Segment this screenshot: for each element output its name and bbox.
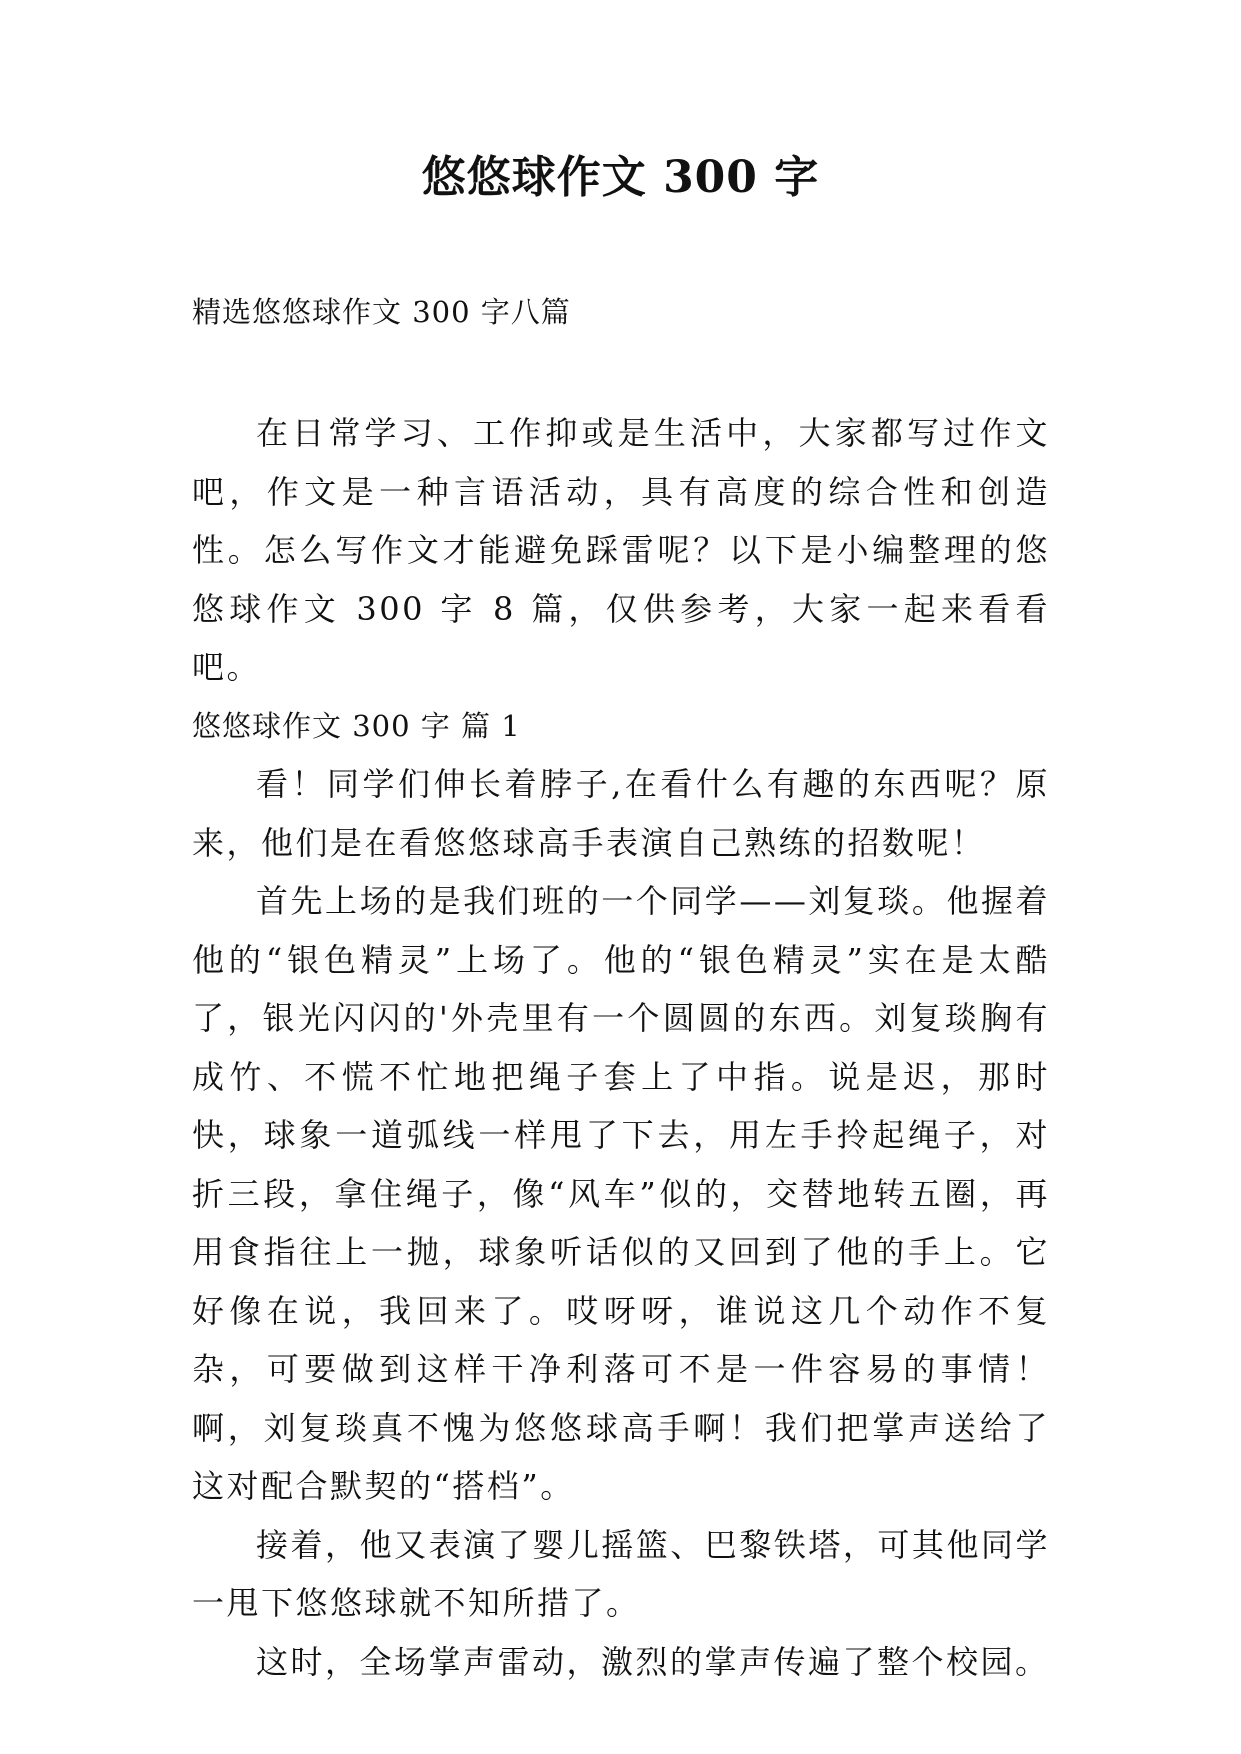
- body-paragraph: 看！同学们伸长着脖子,在看什么有趣的东西呢？原来，他们是在看悠悠球高手表演自己熟练的招数呢！: [192, 765, 1050, 862]
- intro-paragraph: 在日常学习、工作抑或是生活中，大家都写过作文吧，作文是一种言语活动，具有高度的综合性和创造性。怎么写作文才能避免踩雷呢？以下是小编整理的悠悠球作文 300 字 8 篇，仅供参考，大家一起来看看吧。: [192, 414, 1050, 686]
- document-title: 悠悠球作文 300 字: [421, 152, 820, 203]
- document-subtitle: 精选悠悠球作文 300 字八篇: [192, 295, 571, 329]
- body-paragraph: 首先上场的是我们班的一个同学——刘复琰。他握着他的“银色精灵”上场了。他的“银色精灵”实在是太酷了，银光闪闪的'外壳里有一个圆圆的东西。刘复琰胸有成竹、不慌不忙地把绳子套上了中指。说是迟，那时快，球象一道弧线一样甩了下去，用左手拎起绳子，对折三段，拿住绳子，像“风车”似的，交替地转五圈，再用食指往上一抛，球象听话似的又回到了他的手上。它好像在说，我回来了。哎呀呀，谁说这几个动作不复杂，可要做到这样干净利落可不是一件容易的事情！啊，刘复琰真不愧为悠悠球高手啊！我们把掌声送给了这对配合默契的“搭档”。: [192, 882, 1050, 1505]
- body-paragraph: 接着，他又表演了婴儿摇篮、巴黎铁塔，可其他同学一甩下悠悠球就不知所措了。: [192, 1525, 1050, 1622]
- section-heading: 悠悠球作文 300 字 篇 1: [192, 708, 521, 743]
- document-body: [192, 404, 1050, 1691]
- body-paragraph: 这时，全场掌声雷动，激烈的掌声传遍了整个校园。: [256, 1642, 1050, 1681]
